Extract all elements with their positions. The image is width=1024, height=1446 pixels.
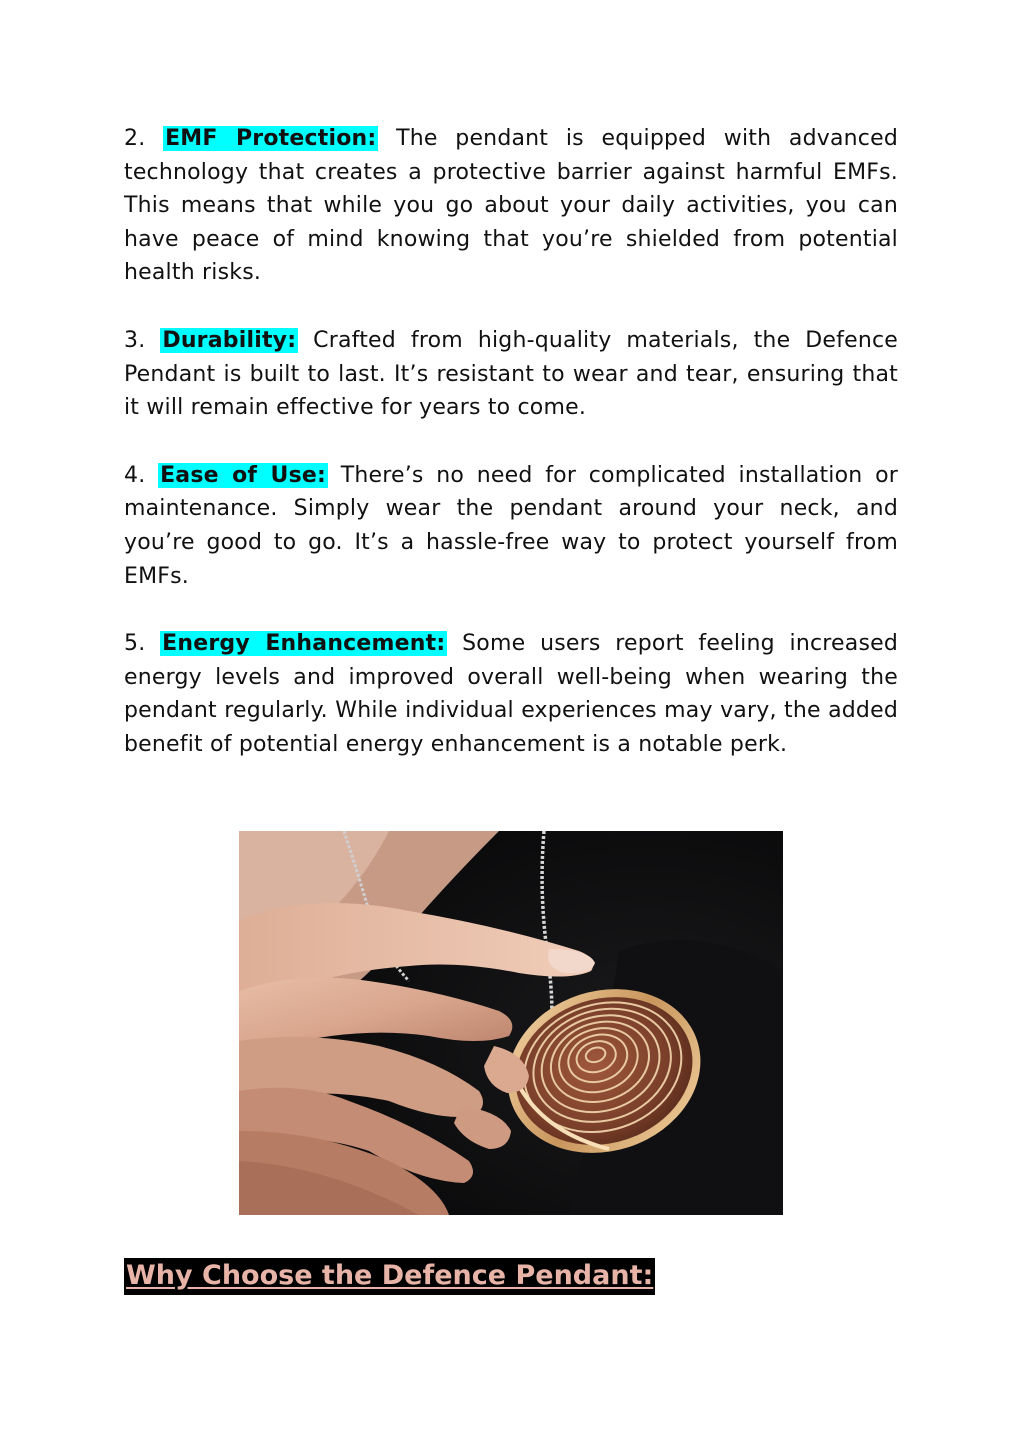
feature-energy-enhancement (124, 627, 898, 761)
feature-text: Crafted from high-quality materials, the Defence Pendant is built to last. It’s resistant to wear and tear, ensuring that it will remain effective for years to come. (124, 327, 898, 421)
feature-number: 2. (124, 126, 146, 151)
feature-number: 5. (124, 631, 146, 657)
feature-text: Some users report feeling increased energy levels and improved overall well-being when wearing the pendant regularly. While individual experiences may vary, the added benefit of potential energy enhancement is a notable perk. (124, 631, 899, 757)
feature-heading: EMF Protection: (165, 126, 377, 151)
feature-text: There’s no need for complicated installation or maintenance. Simply wear the pendant around your neck, and you’re good to go. It’s a hassle-free way to protect yourself from EMFs. (124, 462, 898, 589)
feature-text: The pendant is equipped with advanced technology that creates a protective barrier against harmful EMFs. This means that while you go about your daily activities, you can have peace of mind knowing that you’re shielded from potential health risks. (124, 126, 898, 286)
feature-heading: Durability: (162, 327, 297, 353)
feature-ease-of-use (124, 459, 898, 593)
pendant-photo (239, 831, 783, 1215)
feature-heading: Ease of Use: (160, 462, 327, 488)
document-body (124, 122, 898, 796)
feature-durability (124, 324, 898, 425)
feature-number: 3. (124, 327, 146, 353)
feature-number: 4. (124, 462, 146, 488)
feature-emf-protection (124, 122, 898, 290)
pendant-illustration (239, 831, 783, 1215)
feature-heading: Energy Enhancement: (162, 631, 446, 657)
section-heading: Why Choose the Defence Pendant: (124, 1258, 655, 1295)
